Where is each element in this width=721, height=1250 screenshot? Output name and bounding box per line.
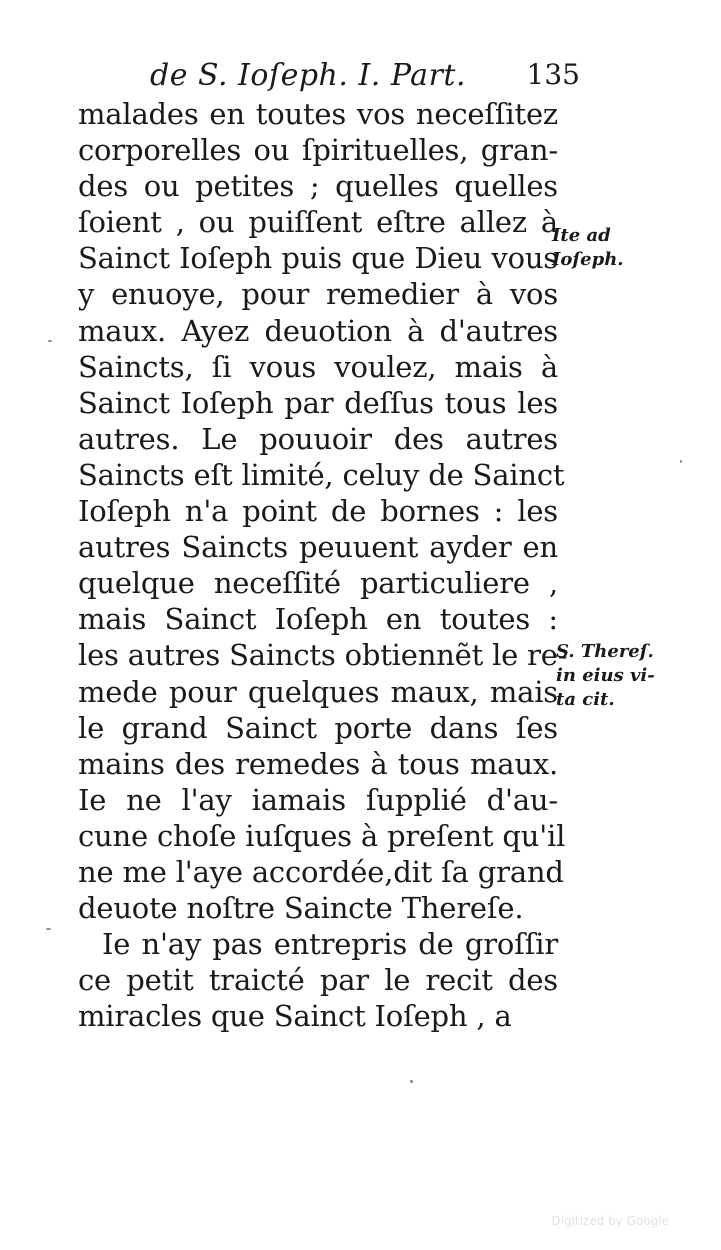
paragraph-start-line: Ie n'ay pas entrepris de groſſir [102, 927, 558, 962]
text-line: mains des remedes à tous maux. [78, 746, 558, 781]
running-title: de S. Ioſeph. I. Part. [150, 58, 466, 93]
text-line: deuote noſtre Saincte Thereſe. [78, 891, 524, 926]
text-line: ce petit traicté par le recit des [78, 963, 558, 998]
text-line: cune choſe iuſques à preſent qu'il [78, 818, 566, 853]
text-line: ſoient , ou puiſſent eſtre allez à [78, 205, 558, 240]
text-line: Ie ne l'ay iamais ſupplié d'au- [78, 782, 558, 817]
text-line: des ou petites ; quelles quelles [78, 169, 558, 204]
text-line: corporelles ou ſpirituelles, gran- [78, 133, 558, 168]
text-line: les autres Saincts obtiennẽt le re- [78, 638, 568, 673]
text-line: Saincts, ſi vous voulez, mais à [78, 349, 558, 384]
ink-speck [46, 928, 51, 930]
text-line: Sainct Ioſeph par deſſus tous les [78, 385, 558, 420]
margin-note-ite-ad-ioseph [552, 224, 624, 272]
text-line: quelque neceſſité particuliere , [78, 566, 558, 601]
text-line: Saincts eſt limité, celuy de Sainct [78, 457, 565, 492]
margin-note-line: Ioſeph. [552, 249, 624, 270]
page-header [150, 58, 580, 98]
ink-speck [410, 1080, 413, 1083]
ink-speck [680, 460, 682, 463]
text-line: malades en toutes vos neceſſitez [78, 97, 558, 131]
text-line: maux. Ayez deuotion à d'autres [78, 313, 558, 348]
margin-note-s-theres [556, 640, 655, 712]
text-line: le grand Sainct porte dans ſes [78, 710, 558, 745]
watermark: Digitized by Google [551, 1214, 669, 1228]
ink-speck [48, 340, 52, 342]
margin-note-line: in eius vi- [556, 665, 655, 686]
text-line: mais Sainct Ioſeph en toutes : [78, 602, 558, 637]
margin-note-line: ta cit. [556, 689, 615, 710]
margin-note-line: S. Thereſ. [556, 641, 654, 662]
text-line: Sainct Ioſeph puis que Dieu vous [78, 241, 558, 276]
page-number: 135 [526, 58, 580, 91]
margin-note-line: Ite ad [552, 225, 611, 246]
text-line: Ioſeph n'a point de bornes : les [78, 494, 558, 529]
text-line: y enuoye, pour remedier à vos [78, 277, 558, 312]
text-line: mede pour quelques maux, mais [78, 674, 558, 709]
text-line: autres Saincts peuuent ayder en [78, 530, 558, 565]
text-line: ne me l'aye accordée,dit ſa grand [78, 854, 564, 889]
text-line: miracles que Sainct Ioſeph , a [78, 999, 512, 1034]
body-text [78, 96, 568, 1034]
text-line: autres. Le pouuoir des autres [78, 421, 558, 456]
